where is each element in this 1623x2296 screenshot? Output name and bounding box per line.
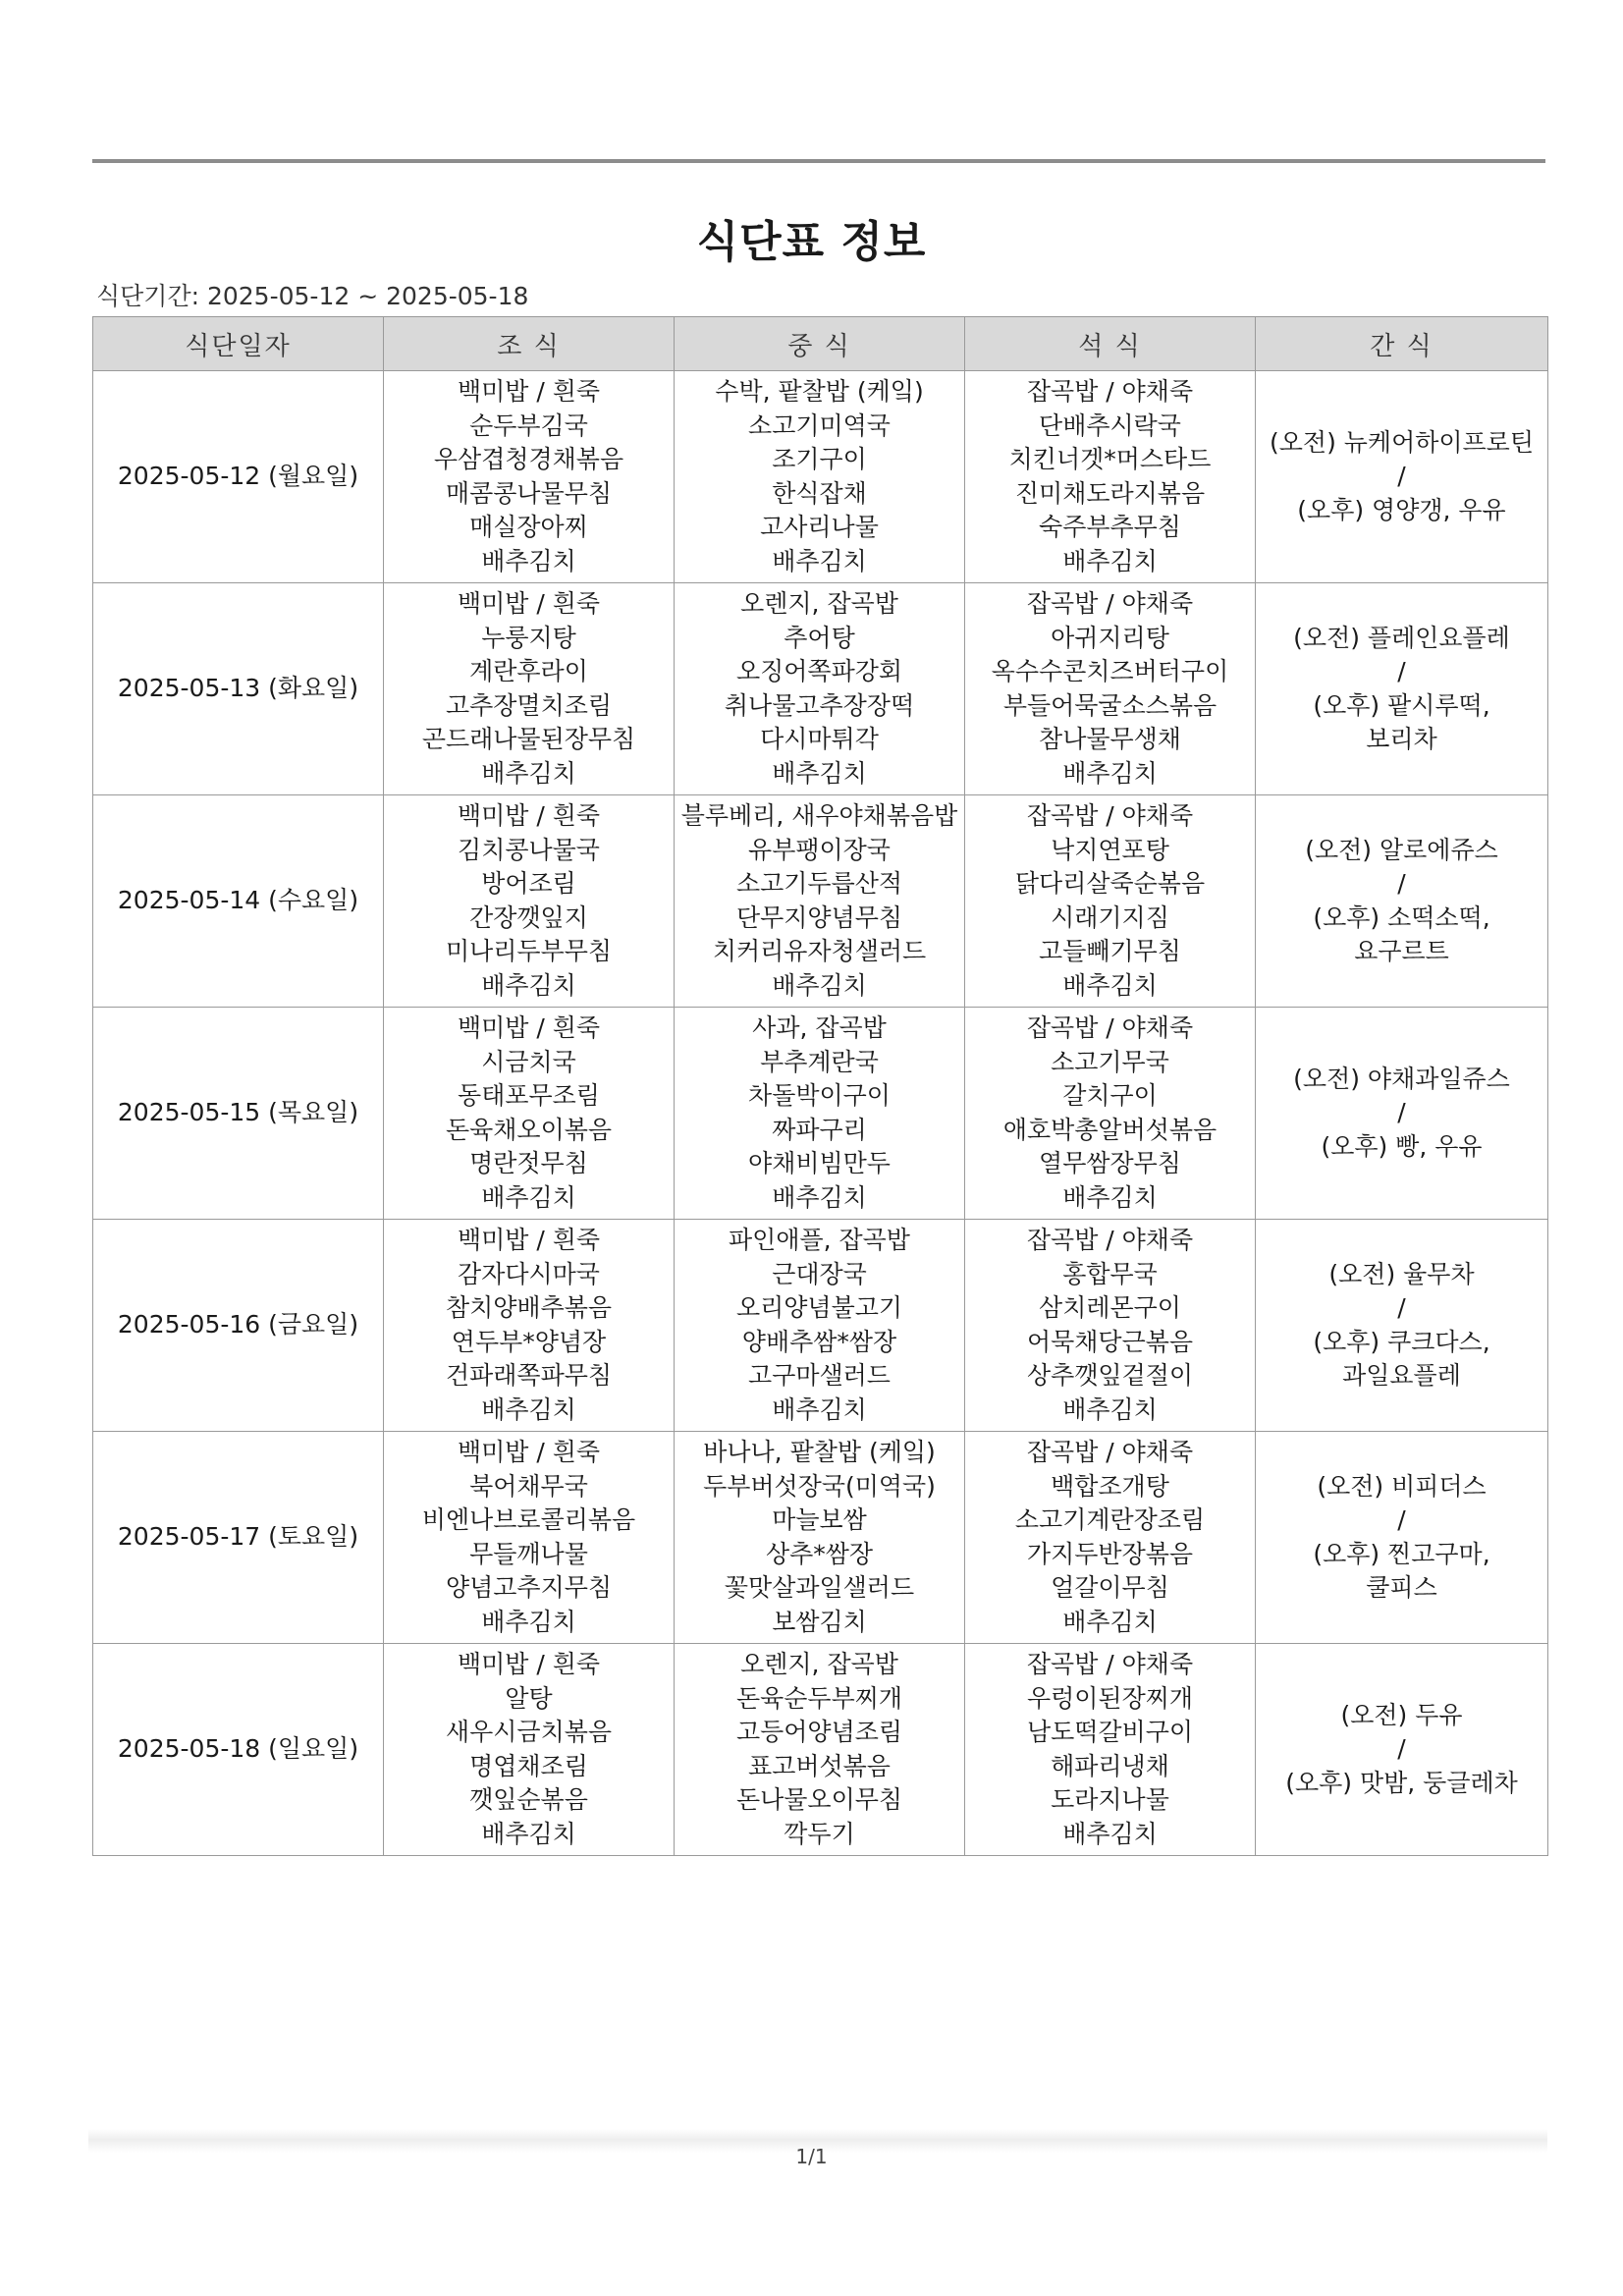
snack-line: (오전) 비피더스 xyxy=(1317,1471,1487,1501)
menu-item: 부들어묵굴소스볶음 xyxy=(1002,690,1217,720)
top-rule xyxy=(92,159,1545,163)
menu-item: 배추김치 xyxy=(772,546,867,575)
snack-line: (오전) 두유 xyxy=(1340,1700,1463,1729)
menu-item: 애호박총알버섯볶음 xyxy=(1002,1115,1217,1144)
lunch-cell xyxy=(675,1008,965,1220)
breakfast-cell xyxy=(384,583,675,795)
menu-item: 갈치구이 xyxy=(1062,1081,1158,1110)
menu-item: 다시마튀각 xyxy=(760,725,879,753)
menu-item: 남도떡갈비구이 xyxy=(1026,1718,1194,1746)
lunch-cell xyxy=(675,1220,965,1432)
menu-item: 잡곡밥 / 야채죽 xyxy=(1026,1438,1194,1466)
snack-cell xyxy=(1256,371,1548,583)
menu-item: 상추*쌈장 xyxy=(765,1539,874,1568)
snack-line: (오후) 찐고구마, xyxy=(1313,1539,1490,1568)
menu-item: 백미밥 / 흰죽 xyxy=(457,1438,601,1466)
menu-item: 오렌지, 잡곡밥 xyxy=(740,589,898,618)
date-cell: 2025-05-17 (토요일) xyxy=(93,1432,384,1644)
snack-cell xyxy=(1256,583,1548,795)
menu-item: 순두부김국 xyxy=(469,410,588,440)
menu-item: 시금치국 xyxy=(481,1047,576,1076)
menu-item: 치킨너겟*머스타드 xyxy=(1008,445,1212,473)
menu-item: 한식잡채 xyxy=(772,478,867,508)
menu-item: 백미밥 / 흰죽 xyxy=(457,1650,601,1678)
snack-line: (오후) 영양갱, 우유 xyxy=(1297,495,1506,524)
breakfast-cell xyxy=(384,1008,675,1220)
menu-item: 소고기계란장조림 xyxy=(1014,1505,1206,1534)
header-date: 식단일자 xyxy=(93,317,384,371)
table-row xyxy=(93,1008,1548,1220)
menu-item: 단배추시락국 xyxy=(1039,410,1181,440)
snack-cell xyxy=(1256,1432,1548,1644)
menu-item: 근대장국 xyxy=(772,1259,867,1288)
menu-item: 배추김치 xyxy=(481,1182,576,1212)
menu-item: 가지두반장볶음 xyxy=(1026,1539,1194,1568)
menu-item: 잡곡밥 / 야채죽 xyxy=(1026,1226,1194,1254)
menu-item: 우렁이된장찌개 xyxy=(1026,1683,1194,1713)
menu-item: 배추김치 xyxy=(772,758,867,788)
dinner-cell xyxy=(965,1644,1256,1856)
menu-item: 배추김치 xyxy=(481,1394,576,1424)
table-header-row xyxy=(93,317,1548,371)
lunch-cell xyxy=(675,1432,965,1644)
snack-line: (오후) 소떡소떡, xyxy=(1313,902,1490,932)
snack-line: / xyxy=(1397,1505,1406,1534)
breakfast-cell xyxy=(384,1432,675,1644)
menu-item: 배추김치 xyxy=(1062,1394,1158,1424)
menu-item: 깍두기 xyxy=(784,1819,855,1848)
menu-item: 명엽채조림 xyxy=(469,1751,588,1780)
dinner-cell xyxy=(965,583,1256,795)
menu-item: 추어탕 xyxy=(784,623,855,652)
menu-item: 취나물고추장장떡 xyxy=(724,690,915,720)
lunch-cell xyxy=(675,795,965,1008)
menu-item: 고들빼기무침 xyxy=(1039,937,1181,965)
menu-item: 열무쌈장무침 xyxy=(1039,1149,1181,1177)
menu-item: 홍합무국 xyxy=(1062,1259,1158,1288)
menu-item: 표고버섯볶음 xyxy=(748,1751,891,1780)
menu-item: 잡곡밥 / 야채죽 xyxy=(1026,589,1194,618)
menu-item: 파인애플, 잡곡밥 xyxy=(729,1226,910,1254)
menu-item: 고구마샐러드 xyxy=(748,1361,891,1390)
menu-item: 비엔나브로콜리볶음 xyxy=(421,1505,636,1534)
snack-cell xyxy=(1256,1008,1548,1220)
menu-item: 미나리두부무침 xyxy=(445,937,613,965)
menu-item: 방어조림 xyxy=(481,869,576,898)
date-cell: 2025-05-14 (수요일) xyxy=(93,795,384,1008)
menu-item: 수박, 팥찰밥 (케잌) xyxy=(715,377,924,406)
menu-item: 배추김치 xyxy=(1062,1607,1158,1636)
menu-item: 참치양배추볶음 xyxy=(445,1293,613,1322)
menu-item: 감자다시마국 xyxy=(458,1259,600,1288)
date-cell: 2025-05-12 (월요일) xyxy=(93,371,384,583)
menu-item: 간장깻잎지 xyxy=(469,902,588,932)
menu-item: 잡곡밥 / 야채죽 xyxy=(1026,1013,1194,1042)
table-row xyxy=(93,1432,1548,1644)
menu-item: 우삼겹청경채볶음 xyxy=(433,445,624,473)
menu-item: 야채비빔만두 xyxy=(748,1149,891,1177)
snack-line: (오후) 맛밤, 둥글레차 xyxy=(1285,1768,1518,1797)
page-title: 식단표 정보 xyxy=(696,217,927,267)
table-row xyxy=(93,371,1548,583)
menu-item: 단무지양념무침 xyxy=(735,902,903,932)
header-dinner: 석 식 xyxy=(965,317,1256,371)
menu-item: 고추장멸치조림 xyxy=(445,690,613,720)
menu-item: 얼갈이무침 xyxy=(1051,1573,1169,1602)
snack-line: (오전) 야채과일쥬스 xyxy=(1293,1064,1510,1093)
menu-item: 상추깻잎겉절이 xyxy=(1026,1361,1194,1390)
dinner-cell xyxy=(965,1220,1256,1432)
menu-item: 차돌박이구이 xyxy=(748,1081,891,1110)
table-body xyxy=(93,371,1548,1856)
snack-line: 보리차 xyxy=(1366,725,1437,753)
snack-line: (오후) 팥시루떡, xyxy=(1313,690,1490,720)
menu-item: 참나물무생채 xyxy=(1039,725,1181,753)
menu-item: 치커리유자청샐러드 xyxy=(712,937,927,965)
meal-table xyxy=(92,316,1548,1856)
breakfast-cell xyxy=(384,1644,675,1856)
menu-item: 배추김치 xyxy=(1062,546,1158,575)
table-row xyxy=(93,583,1548,795)
menu-item: 돈육순두부찌개 xyxy=(735,1683,903,1713)
page-number: 1/1 xyxy=(795,2145,828,2168)
snack-line: / xyxy=(1397,1734,1406,1764)
menu-item: 시래기지짐 xyxy=(1051,902,1169,932)
snack-cell xyxy=(1256,1220,1548,1432)
menu-item: 곤드래나물된장무침 xyxy=(421,725,636,753)
menu-item: 삼치레몬구이 xyxy=(1039,1293,1181,1322)
table-row xyxy=(93,795,1548,1008)
menu-item: 양념고추지무침 xyxy=(445,1573,613,1602)
snack-line: (오후) 쿠크다스, xyxy=(1313,1327,1490,1356)
menu-item: 김치콩나물국 xyxy=(458,835,600,864)
snack-line: / xyxy=(1397,869,1406,898)
header-lunch: 중 식 xyxy=(675,317,965,371)
menu-item: 바나나, 팥찰밥 (케잌) xyxy=(703,1438,936,1466)
menu-item: 옥수수콘치즈버터구이 xyxy=(991,657,1229,685)
menu-item: 명란젓무침 xyxy=(469,1149,588,1177)
header-snack: 간 식 xyxy=(1256,317,1548,371)
table-row xyxy=(93,1644,1548,1856)
snack-line: / xyxy=(1397,1293,1406,1322)
meal-period: 식단기간: 2025-05-12 ~ 2025-05-18 xyxy=(96,282,529,310)
snack-line: (오후) 빵, 우유 xyxy=(1321,1131,1483,1161)
snack-line: / xyxy=(1397,462,1406,491)
menu-item: 계란후라이 xyxy=(469,657,588,685)
menu-item: 알탕 xyxy=(505,1683,553,1713)
date-cell: 2025-05-18 (일요일) xyxy=(93,1644,384,1856)
menu-item: 백미밥 / 흰죽 xyxy=(457,377,601,406)
snack-line: (오전) 알로에쥬스 xyxy=(1305,835,1498,864)
menu-item: 조기구이 xyxy=(772,445,867,473)
menu-item: 보쌈김치 xyxy=(772,1607,867,1636)
menu-item: 해파리냉채 xyxy=(1051,1751,1169,1780)
lunch-cell xyxy=(675,371,965,583)
menu-item: 고등어양념조림 xyxy=(735,1718,903,1746)
lunch-cell xyxy=(675,1644,965,1856)
menu-item: 돈나물오이무침 xyxy=(735,1785,903,1814)
menu-item: 잡곡밥 / 야채죽 xyxy=(1026,801,1194,830)
menu-item: 두부버섯장국(미역국) xyxy=(703,1471,936,1501)
menu-item: 숙주부추무침 xyxy=(1039,513,1181,541)
menu-item: 백미밥 / 흰죽 xyxy=(457,1226,601,1254)
lunch-cell xyxy=(675,583,965,795)
menu-item: 깻잎순볶음 xyxy=(469,1785,588,1814)
header-breakfast: 조 식 xyxy=(384,317,675,371)
menu-item: 백합조개탕 xyxy=(1051,1471,1169,1501)
menu-item: 아귀지리탕 xyxy=(1051,623,1169,652)
table-row xyxy=(93,1220,1548,1432)
menu-item: 소고기미역국 xyxy=(748,410,891,440)
menu-item: 고사리나물 xyxy=(760,513,879,541)
dinner-cell xyxy=(965,1432,1256,1644)
menu-item: 낙지연포탕 xyxy=(1051,835,1169,864)
menu-item: 유부팽이장국 xyxy=(748,835,891,864)
breakfast-cell xyxy=(384,1220,675,1432)
menu-item: 소고기무국 xyxy=(1051,1047,1169,1076)
menu-item: 사과, 잡곡밥 xyxy=(752,1013,887,1042)
menu-item: 백미밥 / 흰죽 xyxy=(457,1013,601,1042)
menu-item: 잡곡밥 / 야채죽 xyxy=(1026,1650,1194,1678)
snack-line: 과일요플레 xyxy=(1342,1361,1461,1390)
menu-item: 배추김치 xyxy=(1062,1182,1158,1212)
dinner-cell xyxy=(965,1008,1256,1220)
snack-line: 요구르트 xyxy=(1354,937,1449,965)
menu-item: 백미밥 / 흰죽 xyxy=(457,589,601,618)
menu-item: 배추김치 xyxy=(481,546,576,575)
menu-item: 누룽지탕 xyxy=(481,623,576,652)
snack-line: (오전) 뉴케어하이프로틴 xyxy=(1270,427,1534,457)
breakfast-cell xyxy=(384,371,675,583)
menu-item: 배추김치 xyxy=(1062,970,1158,1000)
snack-cell xyxy=(1256,795,1548,1008)
date-cell: 2025-05-15 (목요일) xyxy=(93,1008,384,1220)
menu-item: 어묵채당근볶음 xyxy=(1026,1327,1194,1356)
date-cell: 2025-05-16 (금요일) xyxy=(93,1220,384,1432)
menu-item: 마늘보쌈 xyxy=(772,1505,867,1534)
menu-item: 매실장아찌 xyxy=(469,513,588,541)
menu-item: 배추김치 xyxy=(481,758,576,788)
snack-cell xyxy=(1256,1644,1548,1856)
snack-line: 쿨피스 xyxy=(1366,1573,1437,1602)
breakfast-cell xyxy=(384,795,675,1008)
menu-item: 양배추쌈*쌈장 xyxy=(741,1327,897,1356)
menu-item: 돈육채오이볶음 xyxy=(445,1115,613,1144)
menu-item: 동태포무조림 xyxy=(458,1081,600,1110)
menu-item: 부추계란국 xyxy=(760,1047,879,1076)
menu-item: 닭다리살죽순볶음 xyxy=(1014,869,1206,898)
date-cell: 2025-05-13 (화요일) xyxy=(93,583,384,795)
snack-line: / xyxy=(1397,1098,1406,1127)
dinner-cell xyxy=(965,795,1256,1008)
menu-item: 배추김치 xyxy=(1062,1819,1158,1848)
menu-item: 배추김치 xyxy=(772,1182,867,1212)
menu-item: 오리양념불고기 xyxy=(735,1293,903,1322)
menu-item: 오징어쪽파강회 xyxy=(735,657,903,685)
menu-item: 백미밥 / 흰죽 xyxy=(457,801,601,830)
menu-item: 새우시금치볶음 xyxy=(445,1718,613,1746)
menu-item: 배추김치 xyxy=(481,1819,576,1848)
snack-line: (오전) 율무차 xyxy=(1328,1259,1475,1288)
menu-item: 진미채도라지볶음 xyxy=(1014,478,1206,508)
menu-item: 도라지나물 xyxy=(1051,1785,1169,1814)
menu-item: 잡곡밥 / 야채죽 xyxy=(1026,377,1194,406)
menu-item: 소고기두릅산적 xyxy=(735,869,903,898)
menu-item: 짜파구리 xyxy=(772,1115,867,1144)
menu-item: 매콤콩나물무침 xyxy=(445,478,613,508)
menu-item: 배추김치 xyxy=(1062,758,1158,788)
menu-item: 오렌지, 잡곡밥 xyxy=(740,1650,898,1678)
menu-item: 배추김치 xyxy=(481,1607,576,1636)
snack-line: / xyxy=(1397,657,1406,685)
menu-item: 무들깨나물 xyxy=(469,1539,588,1568)
menu-item: 배추김치 xyxy=(481,970,576,1000)
menu-item: 블루베리, 새우야채볶음밥 xyxy=(680,801,958,830)
menu-item: 건파래쪽파무침 xyxy=(445,1361,613,1390)
menu-item: 꽃맛살과일샐러드 xyxy=(724,1573,915,1602)
menu-item: 연두부*양념장 xyxy=(451,1327,607,1356)
menu-item: 배추김치 xyxy=(772,970,867,1000)
snack-line: (오전) 플레인요플레 xyxy=(1293,623,1510,652)
dinner-cell xyxy=(965,371,1256,583)
menu-item: 배추김치 xyxy=(772,1394,867,1424)
menu-item: 북어채무국 xyxy=(469,1471,588,1501)
